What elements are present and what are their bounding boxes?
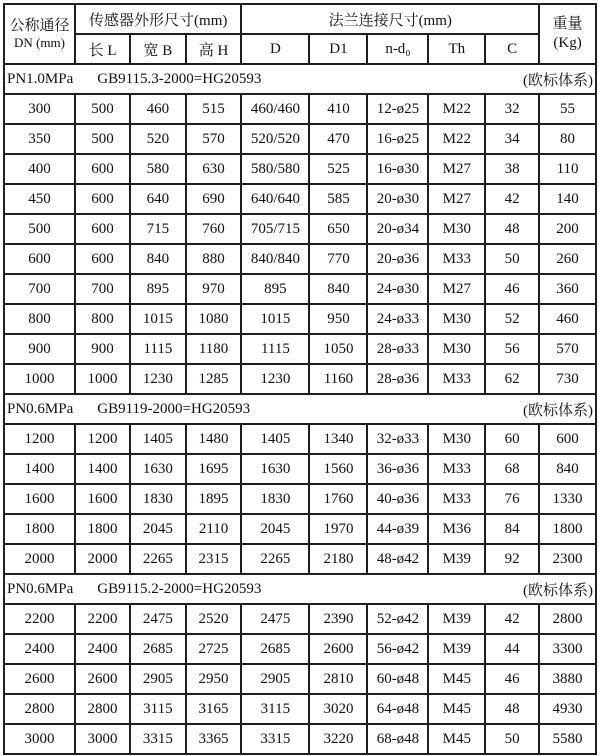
cell-n-d0: 60-ø48 <box>367 664 428 694</box>
cell-c: 42 <box>485 604 539 634</box>
section-header-row <box>4 64 596 94</box>
cell-d1: 1760 <box>309 484 367 514</box>
cell-d1: 650 <box>309 214 367 244</box>
table-row <box>4 184 596 214</box>
cell-width-b: 580 <box>130 154 186 184</box>
cell-d1: 2810 <box>309 664 367 694</box>
cell-weight: 200 <box>539 214 596 244</box>
cell-d: 1015 <box>241 304 309 334</box>
cell-length-l: 500 <box>75 94 130 124</box>
cell-n-d0: 28-ø33 <box>367 334 428 364</box>
cell-weight: 2800 <box>539 604 596 634</box>
cell-weight: 3880 <box>539 664 596 694</box>
cell-height-h: 1180 <box>186 334 242 364</box>
cell-th: M27 <box>428 154 485 184</box>
cell-height-h: 3365 <box>186 724 242 754</box>
cell-th: M30 <box>428 214 485 244</box>
cell-weight: 730 <box>539 364 596 394</box>
table-row <box>4 304 596 334</box>
cell-d1: 1160 <box>309 364 367 394</box>
cell-width-b: 1630 <box>130 454 186 484</box>
cell-weight: 1800 <box>539 514 596 544</box>
header-c: C <box>485 34 539 64</box>
cell-dn: 450 <box>4 184 75 214</box>
header-n-d0: n-d₀ <box>367 34 428 64</box>
cell-n-d0: 20-ø34 <box>367 214 428 244</box>
cell-d: 580/580 <box>241 154 309 184</box>
cell-d: 840/840 <box>241 244 309 274</box>
cell-d: 1115 <box>241 334 309 364</box>
cell-length-l: 2400 <box>75 634 130 664</box>
cell-n-d0: 52-ø42 <box>367 604 428 634</box>
cell-d1: 1560 <box>309 454 367 484</box>
cell-th: M39 <box>428 544 485 574</box>
cell-dn: 600 <box>4 244 75 274</box>
section-note: (欧标体系) <box>523 72 593 89</box>
cell-weight: 4930 <box>539 694 596 724</box>
cell-dn: 1800 <box>4 514 75 544</box>
cell-width-b: 840 <box>130 244 186 274</box>
cell-d1: 470 <box>309 124 367 154</box>
cell-th: M33 <box>428 454 485 484</box>
cell-length-l: 900 <box>75 334 130 364</box>
cell-height-h: 2110 <box>186 514 242 544</box>
section-header-cell <box>4 574 596 604</box>
cell-length-l: 600 <box>75 184 130 214</box>
cell-height-h: 2725 <box>186 634 242 664</box>
cell-th: M30 <box>428 304 485 334</box>
cell-width-b: 2685 <box>130 634 186 664</box>
cell-th: M30 <box>428 334 485 364</box>
cell-d: 1230 <box>241 364 309 394</box>
cell-d1: 525 <box>309 154 367 184</box>
cell-height-h: 2520 <box>186 604 242 634</box>
cell-th: M27 <box>428 184 485 214</box>
section-standard: GB9119-2000=HG20593 <box>97 400 251 417</box>
cell-d: 3315 <box>241 724 309 754</box>
cell-width-b: 1115 <box>130 334 186 364</box>
cell-n-d0: 44-ø39 <box>367 514 428 544</box>
header-length-l: 长 L <box>75 34 130 64</box>
cell-weight: 110 <box>539 154 596 184</box>
cell-height-h: 2950 <box>186 664 242 694</box>
cell-length-l: 1200 <box>75 424 130 454</box>
cell-d: 1630 <box>241 454 309 484</box>
cell-d: 2685 <box>241 634 309 664</box>
cell-d: 705/715 <box>241 214 309 244</box>
cell-c: 84 <box>485 514 539 544</box>
cell-height-h: 1695 <box>186 454 242 484</box>
cell-width-b: 460 <box>130 94 186 124</box>
cell-width-b: 640 <box>130 184 186 214</box>
cell-width-b: 2045 <box>130 514 186 544</box>
header-weight <box>539 4 596 64</box>
cell-d1: 2600 <box>309 634 367 664</box>
table-row <box>4 124 596 154</box>
dimension-spec-table <box>3 3 597 755</box>
table-row <box>4 694 596 724</box>
cell-width-b: 895 <box>130 274 186 304</box>
cell-c: 32 <box>485 94 539 124</box>
cell-c: 50 <box>485 724 539 754</box>
cell-th: M45 <box>428 664 485 694</box>
cell-th: M39 <box>428 634 485 664</box>
cell-dn: 1400 <box>4 454 75 484</box>
cell-dn: 2200 <box>4 604 75 634</box>
section-header-cell <box>4 394 596 424</box>
cell-th: M45 <box>428 724 485 754</box>
section-pressure-rating: PN1.0MPa <box>7 70 74 87</box>
cell-weight: 140 <box>539 184 596 214</box>
section-pressure-rating: PN0.6MPa <box>7 580 74 597</box>
header-row-subcolumns <box>4 34 596 64</box>
cell-length-l: 600 <box>75 214 130 244</box>
cell-weight: 840 <box>539 454 596 484</box>
cell-width-b: 1405 <box>130 424 186 454</box>
section-line <box>7 579 593 600</box>
header-d: D <box>241 34 309 64</box>
cell-height-h: 2315 <box>186 544 242 574</box>
table-row <box>4 604 596 634</box>
table-header <box>4 4 596 64</box>
cell-n-d0: 36-ø36 <box>367 454 428 484</box>
cell-c: 44 <box>485 634 539 664</box>
cell-th: M33 <box>428 244 485 274</box>
cell-c: 92 <box>485 544 539 574</box>
cell-height-h: 570 <box>186 124 242 154</box>
table-row <box>4 724 596 754</box>
header-width-b: 宽 B <box>130 34 186 64</box>
cell-d1: 3220 <box>309 724 367 754</box>
cell-length-l: 2600 <box>75 664 130 694</box>
section-header-cell <box>4 64 596 94</box>
cell-weight: 2300 <box>539 544 596 574</box>
cell-d1: 585 <box>309 184 367 214</box>
cell-d: 640/640 <box>241 184 309 214</box>
cell-height-h: 1480 <box>186 424 242 454</box>
cell-th: M33 <box>428 364 485 394</box>
cell-width-b: 2905 <box>130 664 186 694</box>
cell-n-d0: 24-ø33 <box>367 304 428 334</box>
cell-th: M27 <box>428 274 485 304</box>
table-row <box>4 364 596 394</box>
cell-height-h: 630 <box>186 154 242 184</box>
cell-n-d0: 12-ø25 <box>367 94 428 124</box>
table-row <box>4 634 596 664</box>
cell-n-d0: 32-ø33 <box>367 424 428 454</box>
cell-d1: 840 <box>309 274 367 304</box>
section-header-row <box>4 574 596 604</box>
cell-dn: 900 <box>4 334 75 364</box>
cell-weight: 260 <box>539 244 596 274</box>
cell-weight: 1330 <box>539 484 596 514</box>
table-row <box>4 154 596 184</box>
cell-height-h: 760 <box>186 214 242 244</box>
cell-width-b: 1015 <box>130 304 186 334</box>
cell-d1: 770 <box>309 244 367 274</box>
cell-c: 76 <box>485 484 539 514</box>
cell-d: 520/520 <box>241 124 309 154</box>
cell-width-b: 2475 <box>130 604 186 634</box>
cell-length-l: 600 <box>75 244 130 274</box>
cell-n-d0: 28-ø36 <box>367 364 428 394</box>
header-height-h: 高 H <box>186 34 242 64</box>
cell-dn: 2800 <box>4 694 75 724</box>
cell-width-b: 1830 <box>130 484 186 514</box>
cell-dn: 2000 <box>4 544 75 574</box>
cell-n-d0: 24-ø30 <box>367 274 428 304</box>
cell-th: M36 <box>428 514 485 544</box>
header-weight-label: 重量 <box>552 16 583 33</box>
cell-length-l: 3000 <box>75 724 130 754</box>
cell-n-d0: 64-ø48 <box>367 694 428 724</box>
cell-c: 56 <box>485 334 539 364</box>
cell-th: M39 <box>428 604 485 634</box>
cell-n-d0: 16-ø25 <box>367 124 428 154</box>
cell-height-h: 515 <box>186 94 242 124</box>
cell-c: 34 <box>485 124 539 154</box>
cell-height-h: 3165 <box>186 694 242 724</box>
cell-n-d0: 48-ø42 <box>367 544 428 574</box>
cell-dn: 500 <box>4 214 75 244</box>
table-row <box>4 214 596 244</box>
table-body <box>4 64 596 754</box>
section-line <box>7 69 593 90</box>
header-row-groups <box>4 4 596 34</box>
cell-th: M45 <box>428 694 485 724</box>
cell-weight: 80 <box>539 124 596 154</box>
section-note: (欧标体系) <box>523 402 593 419</box>
section-line <box>7 399 593 420</box>
cell-length-l: 2800 <box>75 694 130 724</box>
cell-width-b: 3315 <box>130 724 186 754</box>
cell-dn: 1600 <box>4 484 75 514</box>
cell-height-h: 690 <box>186 184 242 214</box>
cell-n-d0: 20-ø30 <box>367 184 428 214</box>
cell-dn: 3000 <box>4 724 75 754</box>
section-header-row <box>4 394 596 424</box>
cell-width-b: 3115 <box>130 694 186 724</box>
cell-th: M33 <box>428 484 485 514</box>
cell-width-b: 520 <box>130 124 186 154</box>
cell-width-b: 1230 <box>130 364 186 394</box>
cell-th: M30 <box>428 424 485 454</box>
header-dn-unit-label: DN (mm) <box>14 35 65 51</box>
cell-height-h: 970 <box>186 274 242 304</box>
cell-weight: 3300 <box>539 634 596 664</box>
cell-weight: 570 <box>539 334 596 364</box>
cell-d: 2045 <box>241 514 309 544</box>
cell-dn: 400 <box>4 154 75 184</box>
cell-c: 50 <box>485 244 539 274</box>
cell-dn: 2600 <box>4 664 75 694</box>
table-row <box>4 514 596 544</box>
cell-d1: 950 <box>309 304 367 334</box>
table-row <box>4 94 596 124</box>
cell-c: 48 <box>485 694 539 724</box>
section-standard: GB9115.3-2000=HG20593 <box>97 70 262 87</box>
cell-weight: 360 <box>539 274 596 304</box>
header-th: Th <box>428 34 485 64</box>
section-note: (欧标体系) <box>523 582 593 599</box>
cell-d1: 1050 <box>309 334 367 364</box>
cell-d: 3115 <box>241 694 309 724</box>
cell-weight: 5580 <box>539 724 596 754</box>
cell-weight: 460 <box>539 304 596 334</box>
cell-dn: 350 <box>4 124 75 154</box>
cell-height-h: 880 <box>186 244 242 274</box>
cell-length-l: 2200 <box>75 604 130 634</box>
cell-length-l: 1800 <box>75 514 130 544</box>
cell-d1: 410 <box>309 94 367 124</box>
cell-dn: 1200 <box>4 424 75 454</box>
cell-d1: 3020 <box>309 694 367 724</box>
cell-n-d0: 20-ø36 <box>367 244 428 274</box>
cell-c: 68 <box>485 454 539 484</box>
cell-weight: 600 <box>539 424 596 454</box>
cell-dn: 700 <box>4 274 75 304</box>
header-nominal-diameter-label: 公称通径 <box>9 17 70 34</box>
cell-c: 62 <box>485 364 539 394</box>
cell-length-l: 600 <box>75 154 130 184</box>
cell-height-h: 1285 <box>186 364 242 394</box>
table-row <box>4 664 596 694</box>
section-pressure-rating: PN0.6MPa <box>7 400 74 417</box>
cell-d1: 2180 <box>309 544 367 574</box>
cell-d: 2905 <box>241 664 309 694</box>
cell-c: 60 <box>485 424 539 454</box>
cell-weight: 55 <box>539 94 596 124</box>
cell-width-b: 715 <box>130 214 186 244</box>
cell-d: 1830 <box>241 484 309 514</box>
cell-dn: 1000 <box>4 364 75 394</box>
cell-length-l: 500 <box>75 124 130 154</box>
cell-d: 1405 <box>241 424 309 454</box>
cell-height-h: 1080 <box>186 304 242 334</box>
table-row <box>4 274 596 304</box>
cell-d: 2475 <box>241 604 309 634</box>
table-row <box>4 334 596 364</box>
cell-c: 38 <box>485 154 539 184</box>
cell-n-d0: 40-ø36 <box>367 484 428 514</box>
cell-dn: 2400 <box>4 634 75 664</box>
cell-c: 46 <box>485 664 539 694</box>
cell-c: 46 <box>485 274 539 304</box>
header-sensor-dimensions-group: 传感器外形尺寸(mm) <box>75 4 241 34</box>
table-row <box>4 424 596 454</box>
cell-c: 48 <box>485 214 539 244</box>
table-row <box>4 244 596 274</box>
header-d1: D1 <box>309 34 367 64</box>
cell-length-l: 1000 <box>75 364 130 394</box>
table-row <box>4 484 596 514</box>
header-weight-unit-label: (Kg) <box>553 35 582 51</box>
cell-height-h: 1895 <box>186 484 242 514</box>
cell-width-b: 2265 <box>130 544 186 574</box>
cell-length-l: 1400 <box>75 454 130 484</box>
cell-d: 2265 <box>241 544 309 574</box>
cell-length-l: 700 <box>75 274 130 304</box>
cell-th: M22 <box>428 124 485 154</box>
cell-length-l: 1600 <box>75 484 130 514</box>
cell-length-l: 800 <box>75 304 130 334</box>
header-nominal-diameter <box>4 4 75 64</box>
section-standard: GB9115.2-2000=HG20593 <box>97 580 262 597</box>
cell-dn: 300 <box>4 94 75 124</box>
cell-n-d0: 16-ø30 <box>367 154 428 184</box>
cell-d: 895 <box>241 274 309 304</box>
cell-c: 52 <box>485 304 539 334</box>
cell-d: 460/460 <box>241 94 309 124</box>
cell-length-l: 2000 <box>75 544 130 574</box>
cell-dn: 800 <box>4 304 75 334</box>
cell-n-d0: 56-ø42 <box>367 634 428 664</box>
cell-d1: 1340 <box>309 424 367 454</box>
cell-c: 42 <box>485 184 539 214</box>
header-flange-dimensions-group: 法兰连接尺寸(mm) <box>241 4 539 34</box>
table-row <box>4 454 596 484</box>
cell-n-d0: 68-ø48 <box>367 724 428 754</box>
table-row <box>4 544 596 574</box>
cell-d1: 1970 <box>309 514 367 544</box>
cell-d1: 2390 <box>309 604 367 634</box>
cell-th: M22 <box>428 94 485 124</box>
